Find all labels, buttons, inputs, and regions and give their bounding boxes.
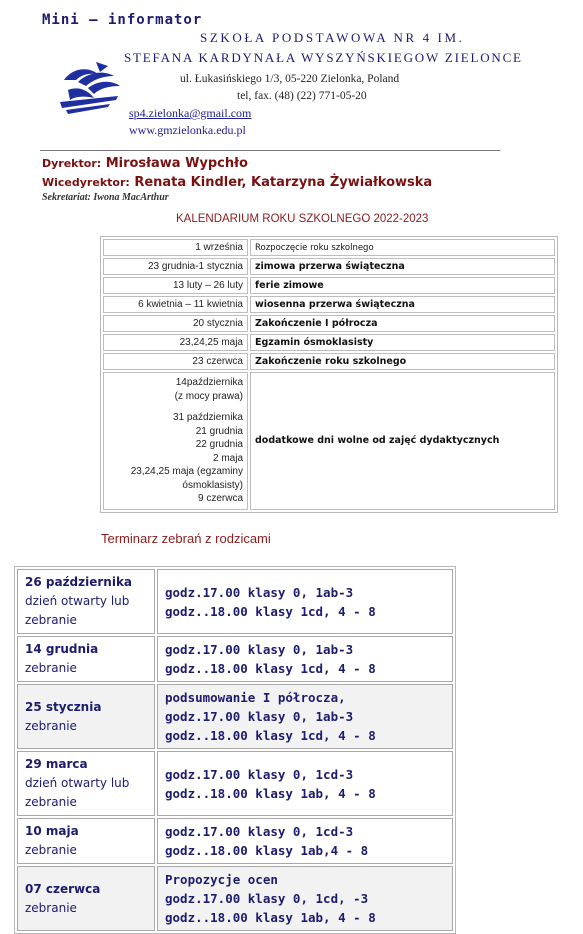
meeting-date-cell	[17, 569, 155, 634]
school-name-line1: SZKOŁA PODSTAWOWA NR 4 IM.	[200, 30, 465, 45]
meetings-table	[14, 566, 456, 934]
meeting-type: zebranie	[25, 900, 77, 915]
calendar-date: 23 grudnia-1 stycznia	[103, 258, 248, 275]
free-day-date: 23,24,25 maja (egzaminy	[130, 466, 243, 477]
meeting-info: godz..18.00 klasy 1ab, 4 - 8	[165, 785, 376, 801]
calendar-row	[103, 353, 555, 370]
meeting-info-cell	[157, 751, 453, 816]
website-link[interactable]: www.gmzielonka.edu.pl	[129, 123, 246, 137]
meeting-info: godz..18.00 klasy 1cd, 4 - 8	[165, 661, 376, 676]
meeting-date: 25 stycznia	[25, 699, 102, 714]
calendar-row	[103, 239, 555, 256]
calendar-date: 1 września	[103, 239, 248, 256]
meeting-type: dzień otwarty lub	[25, 776, 130, 790]
meeting-date: 10 maja	[25, 824, 79, 838]
school-name-line2: STEFANA KARDYNAŁA WYSZYŃSKIEGOW ZIELONCE	[124, 50, 523, 65]
calendar-row-free-days	[103, 372, 555, 510]
school-phone: tel, fax. (48) (22) 771-05-20	[237, 90, 367, 102]
app-title: Mini – informator	[42, 12, 203, 28]
calendar-row	[103, 334, 555, 351]
vice-director-names: Renata Kindler, Katarzyna Żywiałkowska	[134, 175, 433, 190]
meeting-date: 07 czerwca	[25, 881, 101, 896]
calendar-event: Egzamin ósmoklasisty	[250, 334, 555, 351]
meeting-info: godz..18.00 klasy 1ab,4 - 8	[165, 843, 369, 858]
calendar-event: wiosenna przerwa świąteczna	[250, 296, 555, 313]
meeting-date-cell	[17, 818, 155, 864]
school-address: ul. Łukasińskiego 1/3, 05-220 Zielonka, Poland	[180, 73, 400, 85]
calendar-row	[103, 296, 555, 313]
free-day-date: 31 października	[172, 412, 243, 423]
meeting-type: zebranie	[25, 718, 77, 733]
secretariat: Sekretariat: Iwona MacArthur	[42, 192, 169, 203]
email-link[interactable]: sp4.zielonka@gmail.com	[129, 106, 252, 120]
meeting-info: godz..18.00 klasy 1ab, 4 - 8	[165, 910, 376, 925]
meeting-info: godz.17.00 klasy 0, 1ab-3	[165, 584, 354, 600]
free-day-date: 14października	[175, 377, 243, 388]
meeting-type: zebranie	[25, 613, 77, 627]
calendar-event: Zakończenie I półrocza	[250, 315, 555, 332]
meeting-info-cell	[157, 866, 453, 931]
meeting-info: godz.17.00 klasy 0, 1cd-3	[165, 824, 354, 839]
meeting-date-cell	[17, 684, 155, 749]
calendar-date: 23,24,25 maja	[103, 334, 248, 351]
meeting-date-cell	[17, 866, 155, 931]
meeting-row	[17, 751, 453, 816]
calendar-row	[103, 277, 555, 294]
meeting-date: 29 marca	[25, 757, 88, 771]
vice-director-line	[42, 175, 432, 190]
meeting-row	[17, 866, 453, 931]
meeting-info-cell	[157, 684, 453, 749]
meetings-title: Terminarz zebrań z rodzicami	[101, 531, 271, 546]
calendar-event: ferie zimowe	[250, 277, 555, 294]
calendar-event: zimowa przerwa świąteczna	[250, 258, 555, 275]
meeting-date-cell	[17, 751, 155, 816]
calendar-date: 6 kwietnia – 11 kwietnia	[103, 296, 248, 313]
free-day-date: 9 czerwca	[197, 493, 243, 504]
meeting-info: godz..18.00 klasy 1cd, 4 - 8	[165, 728, 376, 743]
meeting-type: zebranie	[25, 843, 77, 857]
free-day-date: (z mocy prawa)	[174, 390, 243, 402]
calendar-row	[103, 258, 555, 275]
meeting-row	[17, 569, 453, 634]
meeting-row	[17, 818, 453, 864]
meeting-type: dzień otwarty lub	[25, 594, 130, 608]
meeting-date-cell	[17, 636, 155, 682]
director-name: Mirosława Wypchło	[105, 156, 248, 171]
free-day-date: 2 maja	[212, 452, 243, 464]
free-days-dates	[103, 372, 248, 510]
calendar-date: 13 luty – 26 luty	[103, 277, 248, 294]
meeting-info: Propozycje ocen	[165, 872, 278, 887]
vice-director-label: Wicedyrektor:	[42, 176, 130, 189]
calendar-event: Zakończenie roku szkolnego	[250, 353, 555, 370]
calendar-date: 23 czerwca	[103, 353, 248, 370]
meeting-info-cell	[157, 569, 453, 634]
divider	[40, 150, 500, 151]
meeting-info: podsumowanie I półrocza,	[165, 690, 346, 705]
school-logo-icon	[58, 60, 124, 118]
meeting-info: godz.17.00 klasy 0, 1ab-3	[165, 642, 354, 657]
meeting-info: godz..18.00 klasy 1cd, 4 - 8	[165, 603, 376, 619]
free-day-date: 22 grudnia	[195, 439, 243, 450]
meeting-info: godz.17.00 klasy 0, 1cd, -3	[165, 891, 369, 906]
meeting-row	[17, 636, 453, 682]
free-day-date: ósmoklasisty)	[182, 479, 243, 491]
meeting-info-cell	[157, 818, 453, 864]
meeting-type: zebranie	[25, 661, 77, 675]
free-day-date: 21 grudnia	[195, 425, 243, 437]
calendar-event: Rozpoczęcie roku szkolnego	[250, 239, 555, 256]
meeting-date: 26 października	[25, 575, 133, 589]
calendar-date: 20 stycznia	[103, 315, 248, 332]
calendar-row	[103, 315, 555, 332]
meeting-type: zebranie	[25, 795, 77, 809]
calendar-table	[100, 236, 558, 513]
meeting-row	[17, 684, 453, 749]
calendar-event: dodatkowe dni wolne od zajęć dydaktycznych	[250, 372, 555, 510]
calendar-title: KALENDARIUM ROKU SZKOLNEGO 2022-2023	[176, 213, 429, 225]
meeting-info: godz.17.00 klasy 0, 1ab-3	[165, 709, 354, 724]
meeting-info: godz.17.00 klasy 0, 1cd-3	[165, 766, 354, 782]
director-line	[42, 156, 248, 171]
director-label: Dyrektor:	[42, 157, 102, 170]
meeting-info-cell	[157, 636, 453, 682]
meeting-date: 14 grudnia	[25, 642, 99, 656]
